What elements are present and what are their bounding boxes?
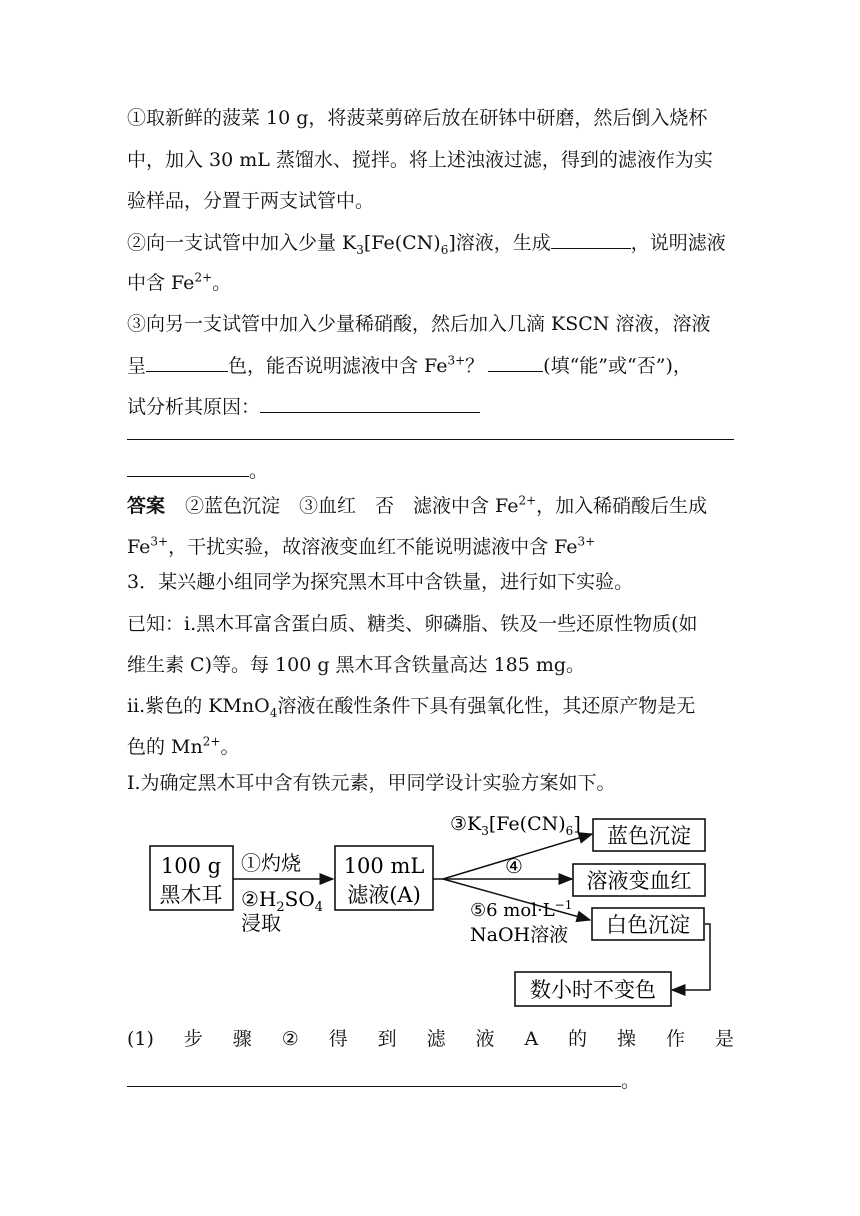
result-red: 溶液变血红 xyxy=(586,869,692,893)
q3-known-line2: 维生素 C)等。每 100 g 黑木耳含铁量高达 185 mg。 xyxy=(127,654,586,676)
arrow1-bottom-line2: 浸取 xyxy=(241,911,281,935)
answer-line2-text: ，干扰实验，故溶液变血红不能说明滤液中含 Fe xyxy=(168,536,578,558)
subq1-word: ② xyxy=(281,1028,299,1050)
answer-line2-fe: Fe xyxy=(127,536,151,558)
step2-line2 xyxy=(127,271,737,295)
subq1-word: 的 xyxy=(568,1028,588,1050)
branch4-label: ④ xyxy=(505,854,523,878)
step3-line2 xyxy=(127,353,737,378)
step3-text-b: 色，能否说明滤液中含 Fe xyxy=(228,355,448,377)
subq1-word: 步 xyxy=(183,1028,203,1050)
fe2-charge: 2+ xyxy=(194,270,213,285)
arrow1-h: ②H xyxy=(241,887,277,911)
subq1-word: 滤 xyxy=(426,1028,446,1050)
arrow1-sub-4: 4 xyxy=(314,900,324,915)
subq1-word: (1) xyxy=(127,1028,154,1050)
branch5-sup: −1 xyxy=(554,898,573,912)
step3-text-d: (填“能”或“否”)， xyxy=(543,355,692,377)
subq1-period: 。 xyxy=(621,1070,641,1092)
arrow1-sub-2: 2 xyxy=(276,900,285,915)
subq1-word: 到 xyxy=(377,1028,397,1050)
answer-line2 xyxy=(127,535,737,559)
step2-text-b: [Fe(CN) xyxy=(363,232,441,254)
known2-text-b: 溶液在酸性条件下具有强氧化性，其还原产物是无 xyxy=(277,695,696,717)
q3-known-line1: 已知：ⅰ.黑木耳富含蛋白质、糖类、卵磷脂、铁及一些还原性物质(如 xyxy=(127,613,698,635)
subq1-word: 操 xyxy=(617,1028,637,1050)
branch3-label xyxy=(450,813,581,838)
step2-text-d: ，说明滤液 xyxy=(630,232,726,254)
known2-line2-period: 。 xyxy=(220,736,240,758)
answer-blank-reason-end[interactable] xyxy=(127,458,249,477)
subq1-word: 液 xyxy=(475,1028,495,1050)
answer-blank-reason[interactable] xyxy=(260,394,480,413)
answer-fe2-charge: 2+ xyxy=(518,493,537,508)
step3-line3 xyxy=(127,394,737,419)
answer-line1 xyxy=(127,494,737,518)
step3-text-a: 呈 xyxy=(127,355,147,377)
answer-blank-precipitate[interactable] xyxy=(551,230,631,249)
branch5-label-line2: NaOH溶液 xyxy=(470,924,569,946)
step2-text-c: ]溶液，生成 xyxy=(448,232,551,254)
q3-known2-line1 xyxy=(127,694,737,718)
box-black-fungus-line1: 100 g xyxy=(160,854,222,878)
fe3-charge: 3+ xyxy=(447,353,466,368)
result-final: 数小时不变色 xyxy=(530,978,656,1002)
branch3-k: ③K xyxy=(450,813,482,835)
step2-k-sub: 3 xyxy=(356,242,364,257)
step1-line3: 验样品，分置于两支试管中。 xyxy=(127,190,375,212)
branch3-bracket: ] xyxy=(573,813,581,835)
known2-line2-text: 色的 Mn xyxy=(127,736,203,758)
subq1-word: A xyxy=(524,1028,539,1050)
subq1-word: 作 xyxy=(665,1028,685,1050)
answer-fe3-charge-2: 3+ xyxy=(577,534,596,549)
branch3-sub-3: 3 xyxy=(481,824,489,838)
subq1-line1 xyxy=(127,1027,734,1051)
q3-part1: Ⅰ.为确定黑木耳中含有铁元素，甲同学设计实验方案如下。 xyxy=(127,772,616,794)
answer-rule-end xyxy=(127,458,737,483)
step3-line1: ③向另一支试管中加入少量稀硝酸，然后加入几滴 KSCN 溶液，溶液 xyxy=(127,313,711,335)
known2-text-a: ⅱ.紫色的 KMnO xyxy=(127,695,270,717)
q3-intro: 3．某兴趣小组同学为探究黑木耳中含铁量，进行如下实验。 xyxy=(127,571,634,593)
step2-text-a: ②向一支试管中加入少量 K xyxy=(127,232,357,254)
answer-rule-full[interactable] xyxy=(127,439,734,440)
answer-blank-yes-no[interactable] xyxy=(488,353,543,372)
reason-prompt: 试分析其原因： xyxy=(127,396,261,418)
result-blue: 蓝色沉淀 xyxy=(607,824,691,848)
branch5-conc: ⑤6 mol·L xyxy=(470,900,555,921)
answer-text2: ，加入稀硝酸后生成 xyxy=(536,495,708,517)
box-black-fungus-line2: 黑木耳 xyxy=(159,883,223,907)
step3-text-c: ？ xyxy=(465,355,485,377)
subq1-word: 是 xyxy=(714,1028,734,1050)
step2-line1 xyxy=(127,230,737,255)
subq1-line2 xyxy=(127,1068,737,1093)
kmno4-sub: 4 xyxy=(269,705,278,720)
answer-fe3-charge-1: 3+ xyxy=(150,534,169,549)
branch3-sub-6: 6 xyxy=(565,824,574,838)
branch5-label xyxy=(470,898,572,921)
reason-period: 。 xyxy=(249,460,269,482)
step2-cn-sub: 6 xyxy=(440,242,449,257)
experiment-flowchart xyxy=(0,806,860,1036)
answer-label: 答案 xyxy=(127,495,166,517)
answer-blank-operation[interactable] xyxy=(127,1068,621,1087)
step2-line2-period: 。 xyxy=(212,272,232,294)
branch3-fecn: [Fe(CN) xyxy=(488,813,566,835)
result-white: 白色沉淀 xyxy=(606,913,690,937)
step2-line2-text: 中含 Fe xyxy=(127,272,195,294)
arrow1-so: SO xyxy=(284,887,315,911)
box-filtrate-line1: 100 mL xyxy=(343,854,425,878)
mn2-charge: 2+ xyxy=(202,734,221,749)
answer-text1: ②蓝色沉淀 ③血红 否 滤液中含 Fe xyxy=(185,495,519,517)
step1-line2: 中，加入 30 mL 蒸馏水、搅拌。将上述浊液过滤，得到的滤液作为实 xyxy=(127,149,713,171)
subq1-word: 骤 xyxy=(232,1028,252,1050)
arrow1-top-label: ①灼烧 xyxy=(241,851,301,875)
box-filtrate-line2: 滤液(A) xyxy=(347,883,421,907)
step1-line1: ①取新鲜的菠菜 10 g，将菠菜剪碎后放在研钵中研磨，然后倒入烧杯 xyxy=(127,107,708,129)
q3-known2-line2 xyxy=(127,735,737,759)
answer-blank-color[interactable] xyxy=(146,353,228,372)
subq1-word: 得 xyxy=(328,1028,348,1050)
